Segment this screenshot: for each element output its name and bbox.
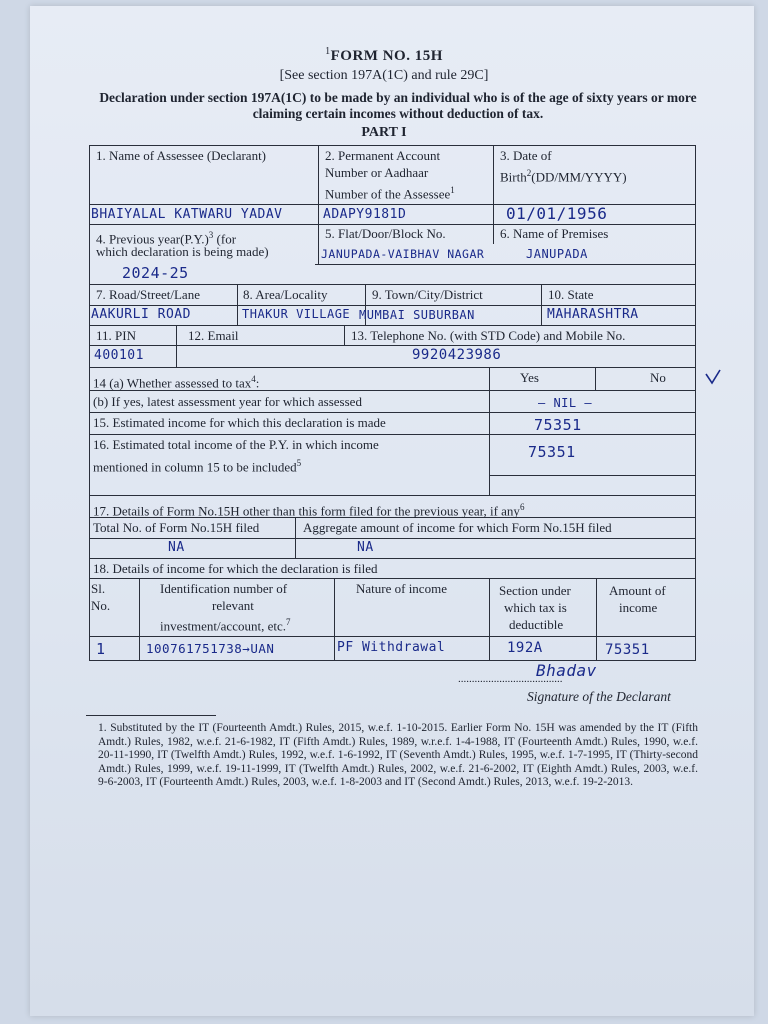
label-prev-year-sup: 3 [208,230,214,240]
label-prev-year-for: (for [213,231,237,247]
table-border-bottom [89,660,696,661]
label-form17-sup: 6 [519,502,525,512]
col-amount-1: Amount of [609,583,666,598]
col-nature: Nature of income [356,581,447,596]
label-area: 8. Area/Locality [243,287,328,302]
label-pan-1: 2. Permanent Account [325,148,441,163]
value-aggregate: NA [357,540,374,555]
value-phone: 9920423986 [412,347,502,363]
footnote-text: 1. Substituted by the IT (Fourteenth Amdt.) Rules, 2015, w.e.f. 1-10-2015. Earlier Form No. 15H was amended by the IT (Fifth Amdt.) Rules, 1982, w.e.f. 21-6-1982, IT (Fifth Amdt.) Rules, 1989, w.r.e.f. 1-4-1988, IT (Fourteenth Amdt.) Rules, 1990, w.e.f. 20-11-1990, IT (Twelfth Amdt.) Rules, 1992, w.e.f. 1-6-1992, IT (Seventh Amdt.) Rules, 1995, w.e.f. 1-7-1995, IT (Thirty-second Amdt.) Rules, 1999, w.e.f. 19-11-1999, IT (Twelfth Amdt.) Rules, 2002, w.e.f. 21-6-2002, IT (Eighth Amdt.) Rules, 2003, w.e.f. 9-6-2003, IT (Fourteenth Amdt.) Rules, 2003, w.e.f. 1-8-2003 and IT (Second Amdt.) Rules, 2013, w.e.f. 19-2-2013. [98,722,698,788]
col-line [489,578,490,660]
row-line [89,578,696,579]
row-line [489,475,696,476]
col-line [595,367,596,390]
value-total-forms: NA [168,540,185,555]
label-state: 10. State [548,287,594,302]
label-pan-3 [325,182,455,202]
declaration-title: Declaration under section 197A(1C) to be made by an individual who is of the age of sixty years or more claiming certain incomes without deduction of tax. [99,90,697,121]
signature-caption: Signature of the Declarant [527,689,671,704]
footnote-mark: 1 [325,46,331,57]
part-heading: PART I [361,125,407,140]
col-line [176,325,177,367]
table-border-right [695,145,696,660]
row-line [89,434,696,435]
col-line [318,145,319,265]
col-section-3: deductible [509,617,564,632]
col-sl-1: Sl. [91,581,106,596]
label-form17-text: 17. Details of Form No.15H other than this form filed for the previous year, if any [93,503,520,519]
col-id-3 [160,614,290,634]
row-line [89,284,696,285]
footnote-separator [86,715,216,716]
col-id-sup: 7 [285,617,291,627]
label-assessment-year: (b) If yes, latest assessment year for which assessed [93,394,362,409]
col-line [493,224,494,244]
value-row-id: 100761751738→UAN [146,641,275,656]
label-pan-2: Number or Aadhaar [325,165,429,180]
value-row-section: 192A [507,640,543,656]
label-pan-3-text: Number of the Assessee [325,186,451,202]
value-dob: 01/01/1956 [506,204,608,223]
label-road: 7. Road/Street/Lane [96,287,200,302]
col-section-2: which tax is [504,600,567,615]
row-line [89,636,696,637]
label-total-income-2 [93,455,301,475]
label-dob-birth: Birth [500,169,527,185]
value-row-amount: 75351 [605,642,650,658]
row-line [89,538,696,539]
col-line [596,578,597,660]
col-line [541,284,542,325]
label-email: 12. Email [188,328,239,343]
col-amount-2: income [619,600,658,615]
value-premises: JANUPADA [526,247,588,261]
col-sl-2: No. [91,598,111,613]
value-previous-year: 2024-25 [122,264,189,282]
label-prev-year-2: which declaration is being made) [96,244,269,259]
label-dob-2 [500,165,627,185]
label-flat: 5. Flat/Door/Block No. [325,226,446,241]
label-prev-year-text: 4. Previous year(P.Y.) [96,231,209,247]
value-name: BHAIYALAL KATWARU YADAV [91,207,283,222]
value-town: MUMBAI SUBURBAN [359,308,475,322]
value-total-income: 75351 [528,443,576,461]
label-pin: 11. PIN [96,328,136,343]
row-line [89,325,696,326]
value-pan: ADAPY9181D [323,207,407,222]
label-yes: Yes [520,370,539,385]
form-number: FORM NO. 15H [330,48,443,64]
table-border-top [89,145,696,146]
label-name: 1. Name of Assessee (Declarant) [96,148,267,163]
col-line [237,284,238,325]
label-total-income-sup: 5 [296,458,302,468]
col-line [334,578,335,660]
label-assessed-colon: : [255,375,260,391]
col-line [295,517,296,558]
label-total-forms: Total No. of Form No.15H filed [93,520,260,535]
row-line [89,305,696,306]
col-section-1: Section under [499,583,571,598]
label-dob-sup: 2 [526,168,532,178]
label-pan-sup: 1 [450,185,455,195]
label-no: No [650,370,666,385]
signature-handwritten: Bhadav [536,661,597,680]
col-line [493,145,494,224]
row-line [89,345,696,346]
label-dob-format: (DD/MM/YYYY) [531,169,627,185]
value-estimated-income: 75351 [534,416,582,434]
row-line [89,495,696,496]
row-line [89,412,696,413]
value-area: THAKUR VILLAGE [242,307,351,321]
value-road: AAKURLI ROAD [91,307,191,322]
value-flat: JANUPADA-VAIBHAV NAGAR [321,247,485,261]
label-dob-1: 3. Date of [500,148,552,163]
col-line [344,325,345,345]
label-total-income-2-text: mentioned in column 15 to be included [93,459,297,475]
value-row-nature: PF Withdrawal [337,640,446,655]
row-line [89,367,696,368]
label-town: 9. Town/City/District [372,287,483,302]
label-assessed-text: 14 (a) Whether assessed to tax [93,375,252,391]
label-total-income-1: 16. Estimated total income of the P.Y. in which income [93,437,379,452]
value-pin: 400101 [94,348,144,363]
no-checkmark-icon [705,369,721,385]
table-border-left [89,145,90,660]
label-premises: 6. Name of Premises [500,226,609,241]
label-estimated-income: 15. Estimated income for which this declaration is made [93,415,386,430]
label-form17 [93,499,524,519]
see-section: [See section 197A(1C) and rule 29C] [279,68,489,83]
form-title [0,46,768,65]
row-line [315,264,696,265]
label-assessed [93,371,259,391]
col-id-2: relevant [212,598,254,613]
label-assessed-sup: 4 [251,374,256,384]
col-id-3-text: investment/account, etc. [160,618,286,634]
label-aggregate: Aggregate amount of income for which Form No.15H filed [303,520,612,535]
col-id-1: Identification number of [160,581,288,596]
label-form18: 18. Details of income for which the declaration is filed [93,561,378,576]
signature-dots: ...................................... [458,673,563,685]
row-line [89,558,696,559]
col-line [489,367,490,495]
value-assessment-year: — NIL — [538,396,593,410]
value-state: MAHARASHTRA [547,307,639,322]
label-telephone: 13. Telephone No. (with STD Code) and Mobile No. [351,328,626,343]
col-line [139,578,140,660]
value-row-sl: 1 [96,640,106,658]
